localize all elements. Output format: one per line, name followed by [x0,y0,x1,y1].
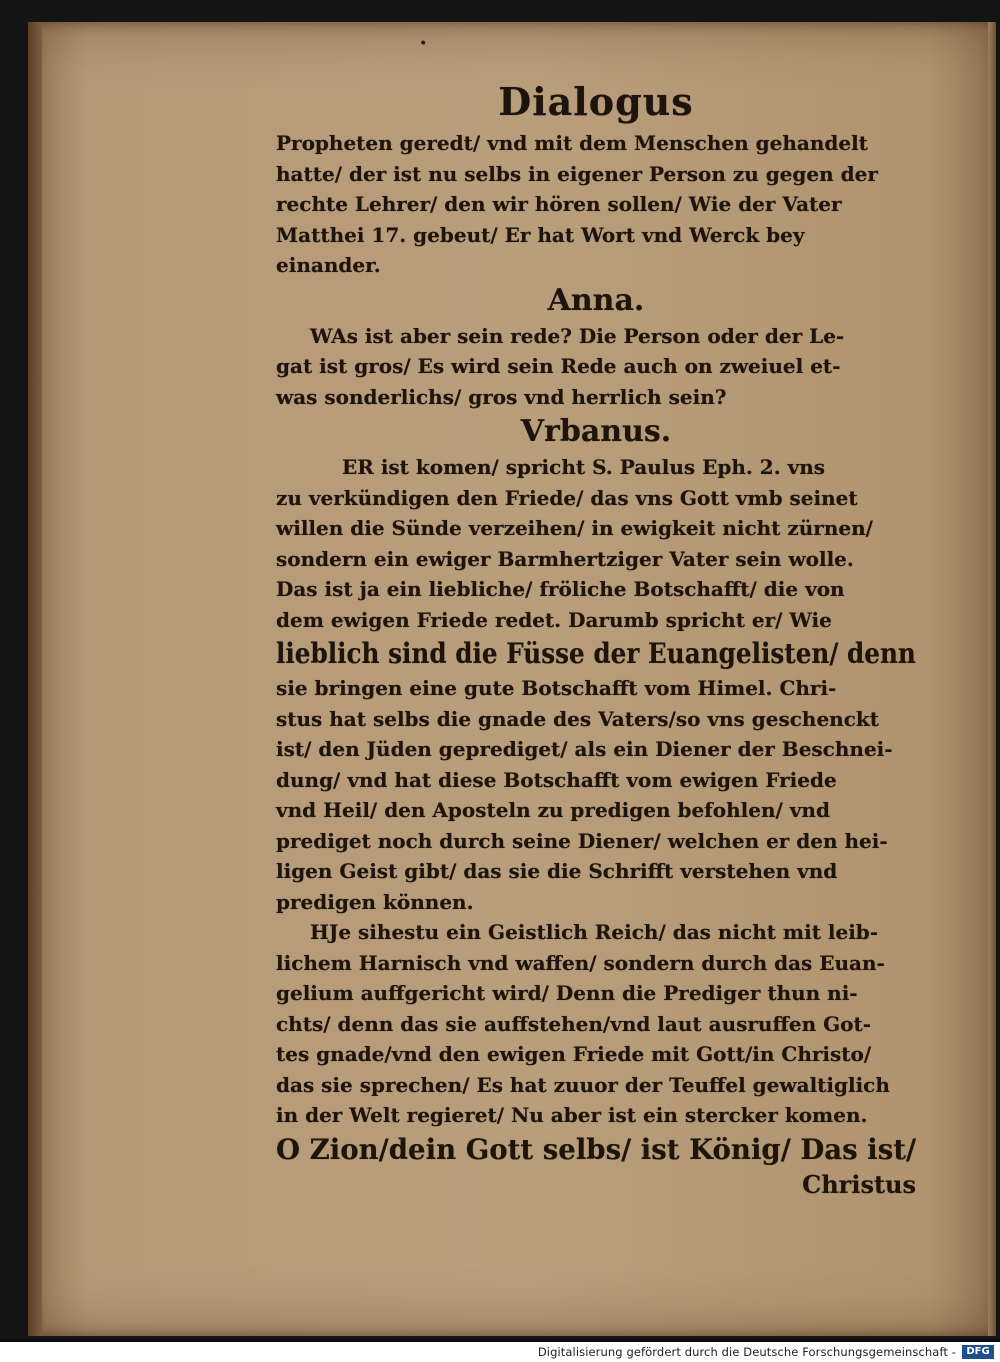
paragraph-1 [276,128,916,281]
paragraph-2 [276,321,916,413]
ink-mark: • [419,36,428,52]
text-line: sondern ein ewiger Barmhertziger Vater sein wolle. [276,546,854,571]
text-line: prediget noch durch seine Diener/ welchen er den hei- [276,828,888,853]
dfg-logo: DFG [962,1345,994,1359]
text-line: WAs ist aber sein rede? Die Person oder der Le- [310,323,845,348]
text-line: ER ist komen/ spricht S. Paulus Eph. 2. vns [342,455,826,479]
text-line: HJe sihestu ein Geistlich Reich/ das nicht mit leib- [310,920,879,944]
text-line: ist/ den Jüden geprediget/ als ein Diener der Beschnei- [276,737,893,761]
text-line: gelium auffgericht wird/ Denn die Prediger thun ni- [276,981,858,1005]
text-line: das sie sprechen/ Es hat zuuor der Teuffel gewaltiglich [276,1072,890,1097]
text-line: chts/ denn das sie auffstehen/vnd laut ausruffen Got- [276,1011,872,1036]
text-line: willen die Sünde verzeihen/ in ewigkeit nicht zürnen/ [276,516,873,540]
text-line: lichem Harnisch vnd waffen/ sondern durch das Euan- [276,950,885,975]
text-line: rechte Lehrer/ den wir hören sollen/ Wie der Vater [276,192,842,216]
final-line: O Zion/dein Gott selbs/ ist König/ Das ist/ [276,1132,917,1166]
catchword: Christus [802,1169,916,1199]
text-line: vnd Heil/ den Aposteln zu predigen befohlen/ vnd [276,798,830,822]
text-line: gat ist gros/ Es wird sein Rede auch on zweiuel et- [276,354,841,378]
text-line: sie bringen eine gute Botschafft vom Himel. Chri- [276,676,837,700]
text-line: hatte/ der ist nu selbs in eigener Person zu gegen der [276,161,878,186]
text-line: dung/ vnd hat diese Botschafft vom ewigen Friede [276,767,837,792]
text-line: was sonderlichs/ gros vnd herrlich sein? [276,384,727,409]
text-line: predigen können. [276,889,474,914]
text-line: Matthei 17. gebeut/ Er hat Wort vnd Werck bey [276,222,805,247]
text-line: in der Welt regieret/ Nu aber ist ein stercker komen. [276,1103,868,1127]
text-line: zu verkündigen den Friede/ das vns Gott vmb seinet [276,485,858,510]
page-edge [988,22,996,1336]
text-line: tes gnade/vnd den ewigen Friede mit Gott/in Christo/ [276,1042,872,1066]
text-line: ligen Geist gibt/ das sie die Schrifft verstehen vnd [276,859,838,883]
text-line: dem ewigen Friede redet. Darumb spricht er/ Wie [276,607,832,632]
funding-notice: Digitalisierung gefördert durch die Deutsche Forschungsgemeinschaft - [537,1345,956,1359]
footer-bar [0,1342,1000,1362]
speaker-heading: Anna. [547,282,645,318]
page-text [276,78,916,1201]
page-gutter [28,22,42,1336]
text-line-large: lieblich sind die Füsse der Euangelisten/ denn [276,637,916,670]
speaker-heading: Vrbanus. [520,414,672,449]
text-line: stus hat selbs die gnade des Vaters/so vns geschenckt [276,706,879,731]
paragraph-3 [276,452,916,917]
paragraph-4 [276,917,916,1131]
running-header: Dialogus [498,79,694,124]
text-line: Propheten geredt/ vnd mit dem Menschen gehandelt [276,131,868,155]
text-line: Das ist ja ein liebliche/ fröliche Botschafft/ die von [276,577,845,601]
text-line: einander. [276,253,381,277]
